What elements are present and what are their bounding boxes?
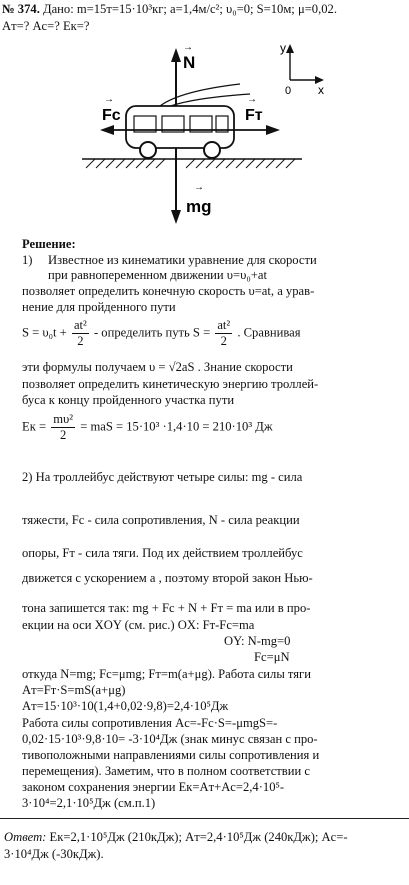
p2-line-4: движется с ускорением a , поэтому второй закон Нью- — [22, 571, 313, 585]
label-mg: mg — [186, 197, 212, 216]
p1-line-2: при равнопеременном движении υ=υ₀+at — [48, 268, 267, 282]
answer-separator — [0, 818, 409, 819]
trolley-pole-1 — [160, 84, 240, 106]
problem-number: № 374. — [2, 2, 40, 16]
eq1-mid: - определить путь S = — [93, 325, 211, 340]
eq1-den-2: 2 — [220, 334, 227, 348]
problem-header — [2, 2, 337, 16]
p2-oy: OY: N-mg=0 — [224, 634, 291, 648]
eq1-num-2: at² — [217, 318, 231, 332]
p2-line-5: тона запишется так: mg + Fc + N + Fт = ma или в про- — [22, 601, 311, 615]
eq2-num: mυ² — [53, 412, 74, 426]
bus-wheel-rear — [140, 142, 156, 158]
p2-line-2: тяжести, Fc - сила сопротивления, N - сила реакции — [22, 513, 300, 527]
p2-line-7: откуда N=mg; Fc=μmg; Fт=m(a+μg). Работа силы тяги — [22, 667, 311, 681]
p2-line-15: 3·10⁴=2,1·10⁵Дж (см.п.1) — [22, 796, 156, 810]
eq1-fraction-2 — [215, 318, 232, 349]
p1-line-3: позволяет определить конечную скорость υ=at, а урав- — [22, 284, 315, 298]
label-n: N — [183, 53, 196, 72]
p1-line-6: позволяет определить кинетическую энергию троллей- — [22, 377, 319, 391]
label-fc-vector: → — [104, 94, 114, 105]
p2-line-6: екции на оси XOY (см. рис.) OX: Fт-Fc=ma — [22, 618, 255, 632]
p2-line-1: 2) На троллейбус действуют четыре силы: mg - сила — [22, 470, 303, 484]
equation-1 — [22, 318, 301, 349]
eq2-left: Eк = — [22, 419, 47, 434]
axis-y-label: y — [280, 41, 286, 55]
answer-line-2: 3·10⁴Дж (-30кДж). — [4, 847, 104, 861]
p2-fc: Fc=μN — [254, 650, 290, 664]
p2-line-13: перемещения). Заметим, что в полном соответствии с — [22, 764, 310, 778]
p2-line-10: Работа силы сопротивления Ac=-Fc·S=-μmgS=- — [22, 716, 278, 730]
eq1-den-1: 2 — [77, 334, 84, 348]
axis-x-label: x — [318, 83, 324, 97]
p1-number: 1) — [22, 253, 33, 267]
p2-line-14: законом сохранения энергии Eк=Aт+Ac=2,4·10⁵- — [22, 780, 285, 794]
force-diagram — [0, 36, 409, 256]
eq2-fraction — [51, 412, 75, 443]
fc-arrow-head — [100, 125, 114, 135]
find-line: Aт=? Aс=? Eк=? — [2, 19, 90, 33]
answer-text-1: Eк=2,1·10⁵Дж (210кДж); Aт=2,4·10⁵Дж (240кДж); Ac=- — [49, 830, 348, 844]
eq1-left: S = υ₀t + — [22, 325, 67, 340]
eq2-right: = maS = 15·10³ ·1,4·10 = 210·10³ Дж — [80, 419, 273, 434]
mg-arrow-head — [171, 210, 181, 224]
p2-line-3: опоры, Fт - сила тяги. Под их действием троллейбус — [22, 546, 303, 560]
p2-line-12: тивоположными направлениями силы сопротивления и — [22, 748, 320, 762]
axis-y-arrow — [286, 44, 294, 53]
label-fc: Fc — [102, 107, 121, 124]
eq1-num-1: at² — [73, 318, 87, 332]
answer-label: Ответ: — [4, 830, 47, 844]
n-arrow-head — [171, 48, 181, 62]
ft-arrow-head — [266, 125, 280, 135]
given-data: Дано: m=15т=15·10³кг; a=1,4м/с²; υ₀=0; S=10м; μ=0,02. — [43, 2, 337, 16]
eq2-den: 2 — [59, 428, 67, 442]
label-ft-vector: → — [247, 94, 257, 105]
label-n-vector: → — [183, 42, 193, 53]
answer-line-1 — [4, 830, 348, 844]
axis-origin-label: 0 — [285, 85, 292, 97]
p2-line-9: Aт=15·10³·10(1,4+0,02·9,8)=2,4·10⁵Дж — [22, 699, 229, 713]
p1-line-4: нение для пройденного пути — [22, 300, 176, 314]
eq1-fraction-1 — [72, 318, 89, 349]
p2-line-11: 0,02·15·10³·9,8·10= -3·10⁴Дж (знак минус связан с про- — [22, 732, 318, 746]
ground-hatching — [86, 159, 295, 168]
eq1-right: . Сравнивая — [237, 325, 301, 340]
equation-2 — [22, 412, 273, 443]
label-ft: Fт — [245, 107, 263, 124]
p1-line-7: буса к концу пройденного участка пути — [22, 393, 235, 407]
p1-line-5: эти формулы получаем υ = √2aS . Знание скорости — [22, 360, 293, 374]
bus-wheel-front — [204, 142, 220, 158]
label-mg-vector: → — [194, 182, 204, 193]
p1-line-1: Известное из кинематики уравнение для скорости — [48, 253, 317, 267]
p2-line-8: Aт=Fт·S=mS(a+μg) — [22, 683, 126, 697]
solution-heading: Решение: — [22, 237, 76, 251]
